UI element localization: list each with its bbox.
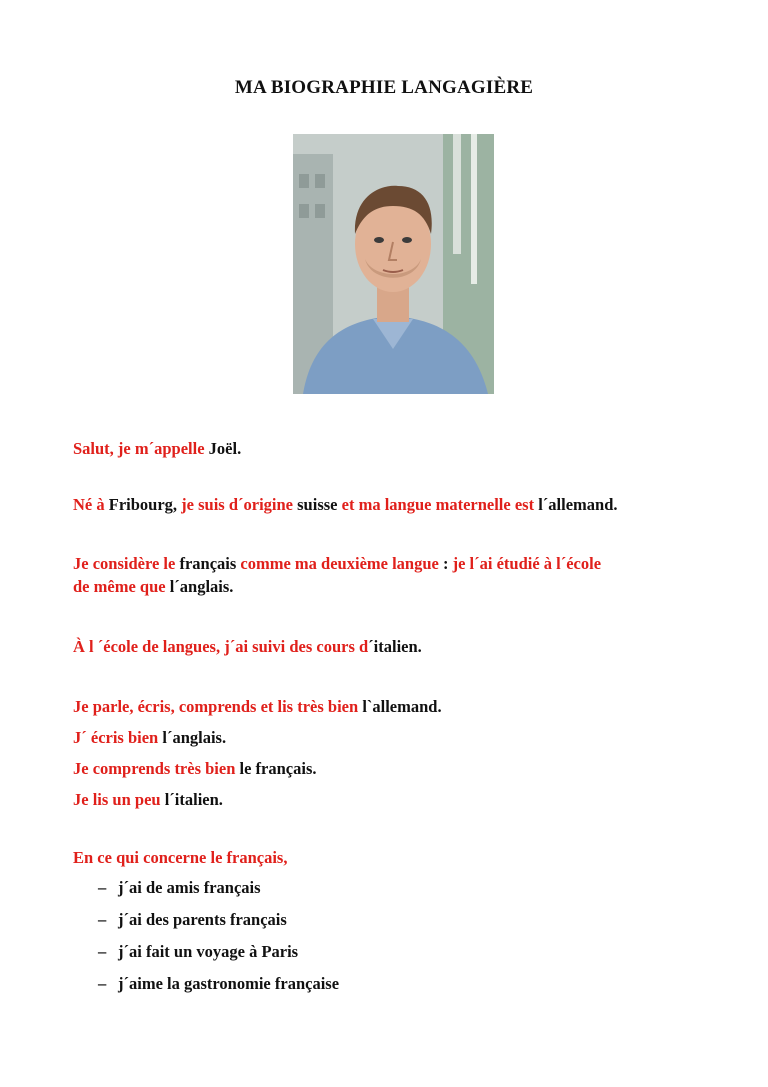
second-language-text-2: comme ma deuxième langue [240, 554, 443, 573]
origin-line [73, 495, 618, 515]
second-language-line-1 [73, 554, 601, 574]
skills-line-french [73, 759, 317, 779]
list-item [98, 974, 339, 1006]
french-heading-line [73, 848, 287, 868]
mother-tongue: l´allemand. [538, 495, 618, 514]
dash-marker: – [98, 910, 107, 929]
second-language-text-1: Je considère le [73, 554, 180, 573]
skills-line-english [73, 728, 226, 748]
french-heading: En ce qui concerne le français, [73, 848, 288, 867]
skills-french-text: Je comprends très bien [73, 759, 240, 778]
greeting-text: Salut, je m´appelle [73, 439, 209, 458]
list-item [98, 910, 339, 942]
italian-course-line [73, 637, 422, 657]
italian-text: ´italien. [368, 637, 422, 656]
skills-english-text: J´ écris bien [73, 728, 163, 747]
list-item [98, 878, 339, 910]
german-text: l`allemand. [362, 697, 442, 716]
skills-line-german [73, 697, 442, 717]
list-item-text: j´aime la gastronomie française [118, 974, 340, 993]
list-item [98, 942, 339, 974]
skills-german-text: Je parle, écris, comprends et lis très bien [73, 697, 363, 716]
second-language-text-4: de même que [73, 577, 170, 596]
dash-marker: – [98, 974, 107, 993]
list-item-text: j´ai des parents français [118, 910, 287, 929]
name-text: Joël. [208, 439, 242, 458]
origin-nationality: suisse [297, 495, 342, 514]
origin-city: Fribourg, [108, 495, 182, 514]
english-text: l´anglais. [169, 577, 234, 596]
second-language-line-2 [73, 577, 233, 597]
italian-skill-text: l´italien. [164, 790, 223, 809]
second-language-name: français [179, 554, 241, 573]
list-item-text: j´ai de amis français [118, 878, 261, 897]
page-title: MA BIOGRAPHIE LANGAGIÈRE [234, 77, 534, 98]
french-reasons-list [98, 878, 339, 1006]
origin-text-2: je suis d´origine [181, 495, 298, 514]
greeting-line [73, 439, 241, 459]
skills-line-italian [73, 790, 223, 810]
list-item-text: j´ai fait un voyage à Paris [118, 942, 299, 961]
french-skill-text: le français. [239, 759, 317, 778]
dash-marker: – [98, 942, 107, 961]
origin-text-3: et ma langue maternelle est [341, 495, 539, 514]
dash-marker: – [98, 878, 107, 897]
colon-text: : [442, 554, 453, 573]
portrait-photo [293, 134, 494, 394]
italian-course-text: À l ´école de langues, j´ai suivi des cours d [73, 637, 369, 656]
second-language-text-3: je l´ai étudié à l´école [452, 554, 602, 573]
origin-text-1: Né à [73, 495, 109, 514]
english-skill-text: l´anglais. [162, 728, 227, 747]
skills-italian-text: Je lis un peu [73, 790, 165, 809]
portrait-illustration [293, 134, 494, 394]
